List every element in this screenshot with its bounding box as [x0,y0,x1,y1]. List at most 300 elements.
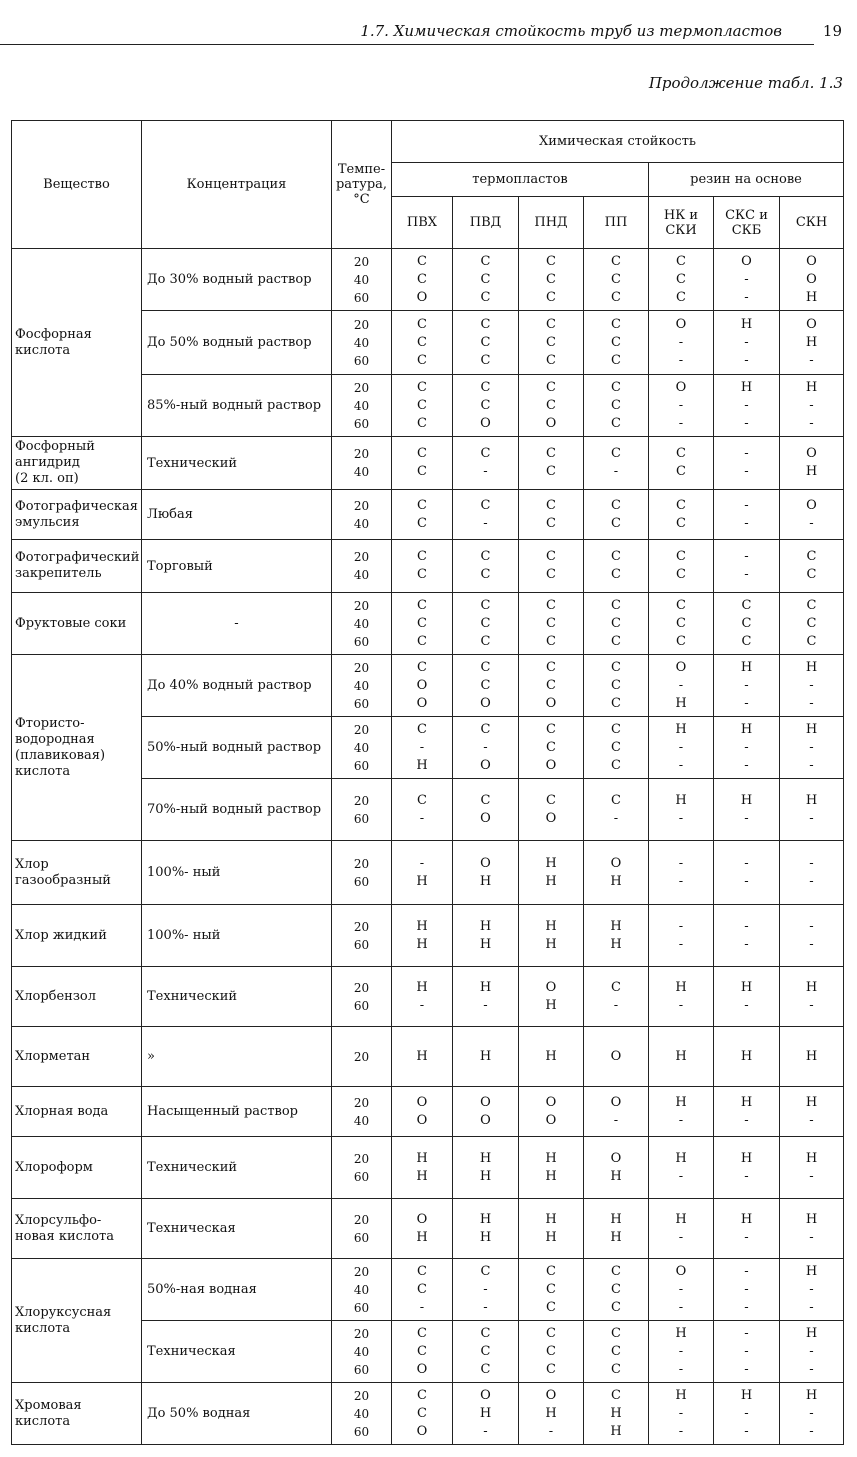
concentration-cell: 100%- ный [142,841,332,905]
resistance-value: С [676,464,686,479]
resistance-value: - [744,1361,749,1377]
resistance-value: Н [805,1263,818,1279]
temperature-cell [332,249,392,311]
resistance-cell [392,779,453,841]
resistance-value: Н [740,316,753,332]
resistance-cell [780,1137,844,1199]
resistance-cell [453,1199,519,1259]
resistance-value: Н [675,1387,687,1403]
resistance-value: С [480,379,491,395]
temperature-value: 40 [353,516,370,531]
resistance-value: - [744,918,749,934]
resistance-value: Н [545,855,557,871]
resistance-value: С [611,792,621,808]
resistance-value: Н [675,1325,687,1341]
resistance-cell [649,1027,714,1087]
temperature-value: 60 [353,1362,370,1377]
resistance-value: С [611,1263,621,1279]
resistance-value: С [417,316,427,332]
resistance-value: - [744,1281,749,1297]
resistance-cell [780,717,844,779]
substance-cell: Хлоруксусная кислота [12,1259,142,1383]
table-row [12,967,844,1027]
resistance-value: С [546,1263,556,1279]
resistance-cell [392,249,453,311]
resistance-cell [453,905,519,967]
resistance-value: Н [416,1048,428,1064]
resistance-value: С [611,1361,621,1377]
resistance-value: С [546,515,556,531]
resistance-value: - [744,567,749,582]
resistance-cell [519,540,584,593]
resistance-cell [780,593,844,655]
resistance-value: Н [805,1211,818,1227]
resistance-value: - [809,1423,814,1439]
resistance-cell [392,841,453,905]
resistance-value: С [480,1343,491,1359]
resistance-value: О [675,1263,687,1279]
resistance-value: С [611,979,621,995]
resistance-cell [714,1383,780,1445]
resistance-value: С [417,1405,427,1421]
temperature-cell [332,490,392,540]
table-header [12,121,844,249]
resistance-value: Н [805,721,818,737]
temperature-value: 40 [353,272,370,287]
concentration-cell: Технический [142,437,332,490]
resistance-value: - [678,997,684,1013]
header-concentration: Концентрация [142,121,332,249]
resistance-value: О [416,677,428,693]
concentration-cell: » [142,1027,332,1087]
running-title: 1.7. Химическая стойкость труб из термопластов [360,22,782,40]
resistance-cell [453,1137,519,1199]
temperature-cell [332,540,392,593]
resistance-value: - [744,1299,749,1315]
temperature-value: 40 [353,740,370,755]
temperature-cell [332,1321,392,1383]
resistance-value: С [546,567,556,582]
resistance-value: Н [805,289,818,305]
substance-cell: Хлор газообразный [12,841,142,905]
resistance-value: - [809,515,814,531]
temperature-value: 40 [353,678,370,693]
resistance-cell [780,437,844,490]
temperature-value: 20 [353,1388,370,1403]
concentration-cell: До 40% водный раствор [142,655,332,717]
resistance-value: С [676,446,686,461]
resistance-cell [780,540,844,593]
resistance-value: С [611,695,621,711]
resistance-value: С [546,397,556,413]
resistance-value: С [480,1361,491,1377]
temperature-value: 60 [353,874,370,889]
resistance-cell [392,1199,453,1259]
resistance-value: О [806,316,817,332]
resistance-value: Н [675,1048,687,1064]
resistance-value: Н [610,873,622,889]
resistance-value: - [483,1281,488,1297]
resistance-cell [584,1027,649,1087]
resistance-value: Н [740,1048,753,1064]
resistance-value: Н [675,1211,687,1227]
resistance-value: О [416,1423,428,1439]
resistance-value: - [809,873,814,889]
temperature-value: 60 [353,1169,370,1184]
resistance-value: С [546,721,556,737]
resistance-value: Н [545,873,557,889]
resistance-cell [584,779,649,841]
resistance-cell [780,1027,844,1087]
resistance-value: - [744,397,749,413]
resistance-value: Н [740,1150,753,1166]
resistance-value: - [744,677,749,693]
resistance-value: О [480,1094,491,1110]
table-row [12,437,844,490]
resistance-cell [453,311,519,375]
resistance-value: - [744,1263,749,1279]
resistance-value: С [806,615,817,631]
resistance-value: - [678,334,684,350]
concentration-cell: Техническая [142,1199,332,1259]
resistance-cell [584,375,649,437]
concentration-cell: Любая [142,490,332,540]
resistance-value: С [480,1263,491,1279]
resistance-value: С [546,289,556,305]
resistance-value: С [417,615,427,631]
concentration-cell: 85%-ный водный раствор [142,375,332,437]
temperature-value: 40 [353,398,370,413]
resistance-value: С [480,615,491,631]
resistance-value: - [744,695,749,711]
resistance-cell [649,655,714,717]
temperature-value: 20 [353,980,370,995]
resistance-value: Н [479,918,492,934]
resistance-value: С [417,1387,427,1403]
resistance-value: О [675,379,687,395]
substance-cell: Фосфорная кислота [12,249,142,437]
resistance-value: О [416,289,428,305]
resistance-value: С [480,659,491,675]
resistance-cell [392,311,453,375]
resistance-value: Н [740,659,753,675]
header-col-pnd: ПНД [519,197,584,249]
resistance-value: Н [805,1150,818,1166]
resistance-cell [519,311,584,375]
resistance-value: - [678,352,684,368]
resistance-value: С [546,615,556,631]
temperature-value: 40 [353,335,370,350]
resistance-value: Н [805,334,818,350]
resistance-value: С [546,1325,556,1341]
temperature-cell [332,375,392,437]
resistance-cell [780,1087,844,1137]
resistance-value: - [744,1343,749,1359]
resistance-cell [453,967,519,1027]
resistance-value: - [419,1299,425,1315]
resistance-cell [584,249,649,311]
resistance-value: - [483,1423,488,1439]
resistance-cell [780,249,844,311]
resistance-value: О [416,1112,428,1128]
resistance-value: С [417,271,427,287]
temperature-cell [332,593,392,655]
resistance-value: - [744,757,749,773]
resistance-value: С [417,549,427,564]
resistance-value: С [546,677,556,693]
resistance-value: Н [416,1150,428,1166]
resistance-value: С [546,1343,556,1359]
header-thermoplastics: термопластов [392,163,649,197]
resistance-value: С [546,334,556,350]
resistance-cell [649,1321,714,1383]
temperature-value: 20 [353,856,370,871]
resistance-value: О [416,1361,428,1377]
temperature-cell [332,905,392,967]
temperature-cell [332,1199,392,1259]
header-col-nk-ski: НК и СКИ [649,197,714,249]
resistance-value: - [613,810,619,826]
resistance-value: О [480,695,491,711]
temperature-value: 20 [353,722,370,737]
resistance-cell [780,967,844,1027]
resistance-value: - [744,1423,749,1439]
resistance-value: - [744,936,749,952]
resistance-cell [584,311,649,375]
resistance-value: Н [545,1150,557,1166]
table-row [12,905,844,967]
resistance-cell [392,1321,453,1383]
resistance-value: С [611,352,621,368]
temperature-value: 60 [353,758,370,773]
resistance-cell [392,717,453,779]
resistance-value: С [417,597,427,613]
resistance-cell [584,841,649,905]
concentration-cell: До 50% водный раствор [142,311,332,375]
resistance-cell [453,1383,519,1445]
resistance-value: С [546,464,556,479]
temperature-value: 40 [353,1113,370,1128]
resistance-value: - [744,873,749,889]
resistance-value: Н [479,1405,492,1421]
resistance-cell [392,540,453,593]
resistance-value: Н [805,379,818,395]
temperature-value: 60 [353,811,370,826]
resistance-value: О [545,1094,557,1110]
resistance-value: - [613,1112,619,1128]
resistance-value: Н [740,979,753,995]
concentration-cell: Торговый [142,540,332,593]
temperature-value: 20 [353,919,370,934]
header-col-pp: ПП [584,197,649,249]
resistance-value: С [611,334,621,350]
resistance-cell [584,540,649,593]
resistance-value: С [417,1281,427,1297]
resistance-value: - [744,549,749,564]
resistance-value: Н [805,1387,818,1403]
resistance-cell [714,1027,780,1087]
substance-cell: Хлорбензол [12,967,142,1027]
concentration-cell: Технический [142,1137,332,1199]
resistance-value: Н [675,695,687,711]
temperature-value: 20 [353,1264,370,1279]
resistance-value: - [678,873,684,889]
temperature-cell [332,841,392,905]
resistance-value: Н [479,1168,492,1184]
substance-cell: Фруктовые соки [12,593,142,655]
resistance-value: - [809,397,814,413]
resistance-value: С [480,567,491,582]
resistance-value: Н [416,757,428,773]
resistance-cell [453,1087,519,1137]
resistance-cell [453,841,519,905]
resistance-value: Н [545,918,557,934]
resistance-cell [453,249,519,311]
resistance-cell [714,249,780,311]
resistance-value: С [611,549,621,564]
header-temperature: Темпе- ратура, °С [332,121,392,249]
resistance-value: - [809,415,814,431]
resistance-value: - [809,757,814,773]
resistance-cell [714,375,780,437]
resistance-value: С [546,316,556,332]
resistance-value: - [809,352,814,368]
resistance-cell [519,967,584,1027]
resistance-value: С [611,1299,621,1315]
resistance-cell [392,1027,453,1087]
resistance-cell [519,249,584,311]
temperature-value: 60 [353,937,370,952]
resistance-value: Н [610,1168,622,1184]
table-row [12,1259,844,1321]
resistance-value: С [480,271,491,287]
resistance-value: С [480,334,491,350]
resistance-value: С [480,289,491,305]
temperature-value: 20 [353,1326,370,1341]
resistance-value: С [676,497,686,513]
resistance-value: С [676,597,686,613]
resistance-value: Н [610,918,622,934]
resistance-cell [519,1087,584,1137]
resistance-value: Н [545,936,557,952]
resistance-cell [649,1087,714,1137]
resistance-value: - [483,1299,488,1315]
resistance-value: С [417,464,427,479]
resistance-value: Н [610,1423,622,1439]
resistance-value: - [744,1405,749,1421]
resistance-value: С [417,352,427,368]
resistance-value: - [483,739,488,755]
resistance-value: Н [805,1325,818,1341]
temperature-value: 20 [353,550,370,564]
resistance-value: - [419,855,425,871]
resistance-cell [584,717,649,779]
resistance-value: С [546,597,556,613]
resistance-cell [780,779,844,841]
resistance-value: - [678,1112,684,1128]
resistance-cell [714,540,780,593]
resistance-cell [649,1137,714,1199]
concentration-cell: Технический [142,967,332,1027]
resistance-value: - [809,1343,814,1359]
resistance-value: С [676,253,686,269]
temperature-cell [332,655,392,717]
resistance-value: - [744,1112,749,1128]
resistance-cell [714,717,780,779]
resistance-value: С [480,792,491,808]
temperature-value: 60 [353,1300,370,1315]
resistance-value: - [678,1299,684,1315]
resistance-value: С [546,271,556,287]
resistance-value: Н [675,792,687,808]
resistance-value: С [611,289,621,305]
resistance-value: С [806,597,817,613]
resistance-value: - [809,695,814,711]
resistance-value: Н [740,792,753,808]
resistance-value: Н [740,1211,753,1227]
resistance-value: О [675,316,687,332]
resistance-cell [780,1199,844,1259]
header-substance: Вещество [12,121,142,249]
resistance-value: С [417,415,427,431]
resistance-value: - [809,677,814,693]
resistance-cell [519,841,584,905]
resistance-cell [453,490,519,540]
substance-cell: Хлор жидкий [12,905,142,967]
temperature-value: 40 [353,465,370,479]
resistance-value: - [678,1229,684,1245]
temperature-value: 20 [353,793,370,808]
resistance-value: С [611,379,621,395]
temperature-cell [332,1137,392,1199]
resistance-cell [714,655,780,717]
resistance-value: - [744,464,749,479]
resistance-value: С [611,1387,621,1403]
resistance-value: Н [675,1094,687,1110]
resistance-value: О [545,979,557,995]
table-row [12,655,844,717]
resistance-cell [519,1199,584,1259]
temperature-value: 20 [353,317,370,332]
resistance-value: Н [479,1150,492,1166]
resistance-value: О [806,497,817,513]
resistance-value: Н [740,379,753,395]
temperature-value: 40 [353,1406,370,1421]
resistance-value: - [613,997,619,1013]
resistance-value: - [678,1168,684,1184]
resistance-value: - [744,739,749,755]
resistance-value: С [806,567,817,582]
resistance-value: Н [805,1048,818,1064]
resistance-value: С [480,597,491,613]
resistance-value: Н [545,1211,557,1227]
temperature-cell [332,967,392,1027]
resistance-value: - [809,1229,814,1245]
temperature-value: 60 [353,998,370,1013]
resistance-value: С [611,446,621,461]
running-head [0,14,842,44]
temperature-value: 60 [353,1230,370,1245]
temperature-cell [332,779,392,841]
resistance-value: - [744,446,749,461]
resistance-cell [392,1383,453,1445]
table-row [12,593,844,655]
resistance-value: Н [805,792,818,808]
substance-cell: Фтористо- водородная (плавиковая) кислота [12,655,142,841]
resistance-value: С [480,549,491,564]
resistance-value: Н [479,979,492,995]
resistance-value: С [676,615,686,631]
